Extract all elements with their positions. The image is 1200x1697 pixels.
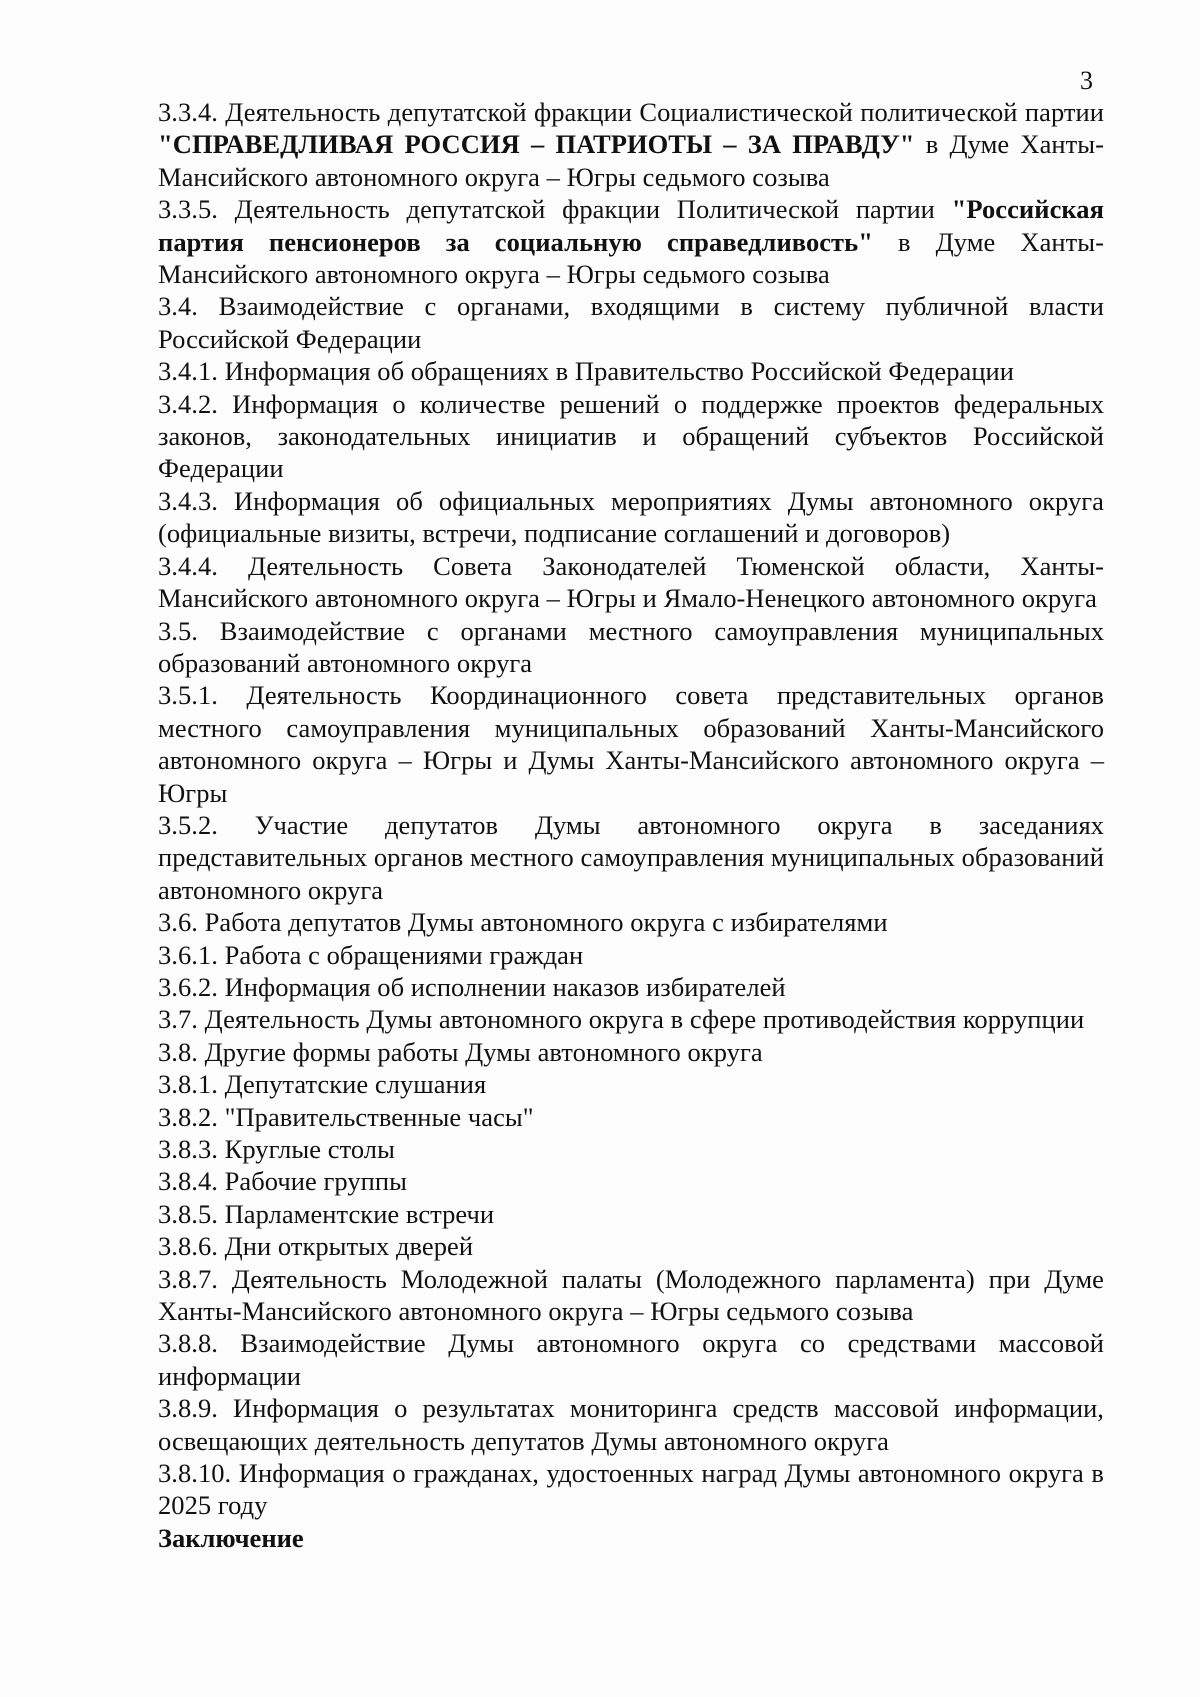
toc-entry-text: 3.5.2. Участие депутатов Думы автономного округа в заседаниях представительных органов местного самоуправления муниципальных образований автономного округа — [158, 809, 1104, 905]
toc-entry-text: 3.7. Деятельность Думы автономного округа в сфере противодействия коррупции — [158, 1004, 1085, 1035]
toc-entry — [158, 1392, 1104, 1457]
toc-entry-text: 3.8.8. Взаимодействие Думы автономного округа со средствами массовой информации — [158, 1328, 1104, 1391]
toc-entry — [158, 615, 1104, 680]
toc-entry-text: 3.4.2. Информация о количестве решений о поддержке проектов федеральных законов, законодательных инициатив и обращений субъектов Российской Федерации — [158, 388, 1104, 484]
table-of-contents — [158, 96, 1104, 1554]
toc-entry — [158, 193, 1104, 290]
toc-entry-text: 3.8.10. Информация о гражданах, удостоенных наград Думы автономного округа в 2025 году — [158, 1458, 1104, 1521]
toc-entry — [158, 971, 1104, 1003]
toc-entry — [158, 1101, 1104, 1133]
toc-entry-text: 3.3.4. Деятельность депутатской фракции Социалистической политической партии — [158, 97, 1104, 127]
toc-entry — [158, 1003, 1104, 1035]
toc-entry — [158, 1068, 1104, 1100]
toc-entry — [158, 1165, 1104, 1197]
page-number: 3 — [1080, 66, 1093, 95]
toc-entry-text: 3.6. Работа депутатов Думы автономного округа с избирателями — [158, 907, 888, 938]
toc-entry-text: в Думе Ханты-Мансийского автономного округа – Югры седьмого созыва — [158, 226, 1105, 290]
toc-entry — [158, 388, 1104, 485]
toc-entry — [158, 906, 1104, 938]
toc-entry-text: 3.8.9. Информация о результатах мониторинга средств массовой информации, освещающих деятельность депутатов Думы автономного округа — [158, 1393, 1104, 1456]
conclusion-heading: Заключение — [158, 1522, 304, 1553]
toc-entry-text: 3.6.1. Работа с обращениями граждан — [158, 939, 584, 970]
toc-entry — [158, 1230, 1104, 1262]
toc-entry-text: 3.8.6. Дни открытых дверей — [158, 1231, 474, 1262]
toc-entry — [158, 1263, 1104, 1328]
toc-entry — [158, 1457, 1104, 1522]
toc-entry-text: 3.8.7. Деятельность Молодежной палаты (Молодежного парламента) при Думе Ханты-Мансийского автономного округа – Югры седьмого созыва — [158, 1263, 1104, 1327]
toc-entry-text: 3.4.3. Информация об официальных мероприятиях Думы автономного округа (официальные визиты, встречи, подписание соглашений и договоров) — [158, 485, 1104, 549]
toc-entry-text: 3.8.1. Депутатские слушания — [158, 1069, 487, 1100]
toc-entry — [158, 939, 1104, 971]
toc-entry — [158, 485, 1104, 550]
toc-entry — [158, 1198, 1104, 1230]
toc-entry-text: 3.8. Другие формы работы Думы автономного округа — [158, 1036, 763, 1067]
toc-entry — [158, 96, 1104, 193]
toc-entry — [158, 1036, 1104, 1068]
toc-entry — [158, 550, 1104, 615]
toc-entry — [158, 679, 1104, 809]
toc-entry-text: в Думе Ханты-Мансийского автономного округа – Югры седьмого созыва — [158, 129, 1104, 192]
toc-entry-text: 3.8.3. Круглые столы — [158, 1134, 395, 1164]
toc-entry-text: 3.4.1. Информация об обращениях в Правительство Российской Федерации — [158, 356, 1015, 387]
toc-entry — [158, 290, 1104, 355]
toc-entry — [158, 1133, 1104, 1165]
toc-entry — [158, 355, 1104, 387]
toc-entry-text: 3.8.2. "Правительственные часы" — [158, 1101, 534, 1132]
toc-entry-bold-text: "Российская партия пенсионеров за социальную справедливость" — [158, 194, 1104, 257]
toc-entry-bold-text: "СПРАВЕДЛИВАЯ РОССИЯ – ПАТРИОТЫ – ЗА ПРАВДУ" — [158, 129, 915, 160]
toc-entry — [158, 1327, 1104, 1392]
toc-entry-text: 3.4. Взаимодействие с органами, входящими в систему публичной власти Российской Федерации — [158, 291, 1104, 354]
toc-entry-text: 3.8.5. Парламентские встречи — [158, 1198, 495, 1229]
toc-entry-text: 3.5. Взаимодействие с органами местного самоуправления муниципальных образований автономного округа — [158, 615, 1104, 678]
toc-entry-text: 3.5.1. Деятельность Координационного совета представительных органов местного самоуправления муниципальных образований Ханты-Мансийского автономного округа – Югры и Думы Ханты-Мансийского автономного округа – Югры — [158, 680, 1104, 808]
toc-entry-text: 3.8.4. Рабочие группы — [158, 1166, 407, 1197]
toc-entry-text: 3.6.2. Информация об исполнении наказов избирателей — [158, 971, 786, 1002]
toc-entry-text: 3.3.5. Деятельность депутатской фракции Политической партии — [158, 194, 952, 225]
toc-entry-text: 3.4.4. Деятельность Совета Законодателей Тюменской области, Ханты-Мансийского автономного округа – Югры и Ямало-Ненецкого автономного округа — [158, 550, 1104, 614]
toc-entry — [158, 809, 1104, 906]
